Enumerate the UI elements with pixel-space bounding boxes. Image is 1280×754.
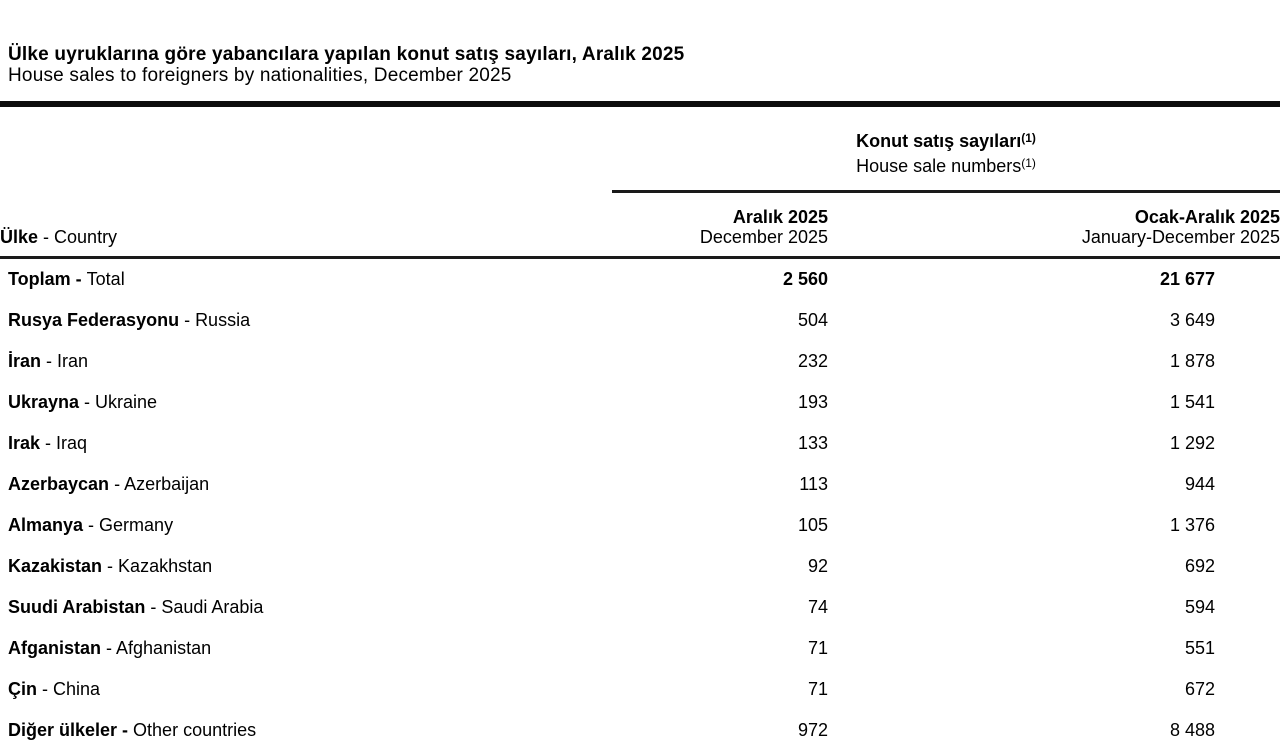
group-header-text-en: House sale numbers <box>856 156 1022 176</box>
value-jan-dec-2025: 8 488 <box>1169 720 1216 740</box>
value-dec-2025: 71 <box>807 638 828 658</box>
country-name-en: Total <box>86 269 125 289</box>
country-name-tr: Çin <box>8 679 37 699</box>
row-header-tr: Ülke <box>0 227 39 247</box>
country-cell <box>0 464 612 505</box>
country-name-en: China <box>53 679 101 699</box>
value-jan-dec-2025: 3 649 <box>1169 310 1216 330</box>
value-jan-dec-2025: 1 878 <box>1169 351 1216 371</box>
group-header-title-tr <box>612 127 1280 152</box>
country-separator: - <box>117 720 134 740</box>
country-cell <box>0 300 612 341</box>
country-name-tr: Diğer ülkeler <box>8 720 118 740</box>
table-row <box>0 505 1280 546</box>
value-jan-dec-2025: 21 677 <box>1159 269 1216 289</box>
table-row <box>0 300 1280 341</box>
col-header-jandec-en: January-December 2025 <box>1081 227 1280 247</box>
value-dec-2025: 133 <box>797 433 828 453</box>
table-row <box>0 341 1280 382</box>
country-cell <box>0 669 612 710</box>
report-header <box>0 0 1280 107</box>
value-dec-2025: 972 <box>797 720 828 740</box>
country-name-en: Other countries <box>133 720 257 740</box>
house-sales-table <box>0 107 1280 751</box>
country-name-en: Germany <box>99 515 174 535</box>
country-name-tr: Suudi Arabistan <box>8 597 146 617</box>
country-name-en: Azerbaijan <box>124 474 210 494</box>
value-jan-dec-2025: 692 <box>1184 556 1216 576</box>
value-dec-2025: 504 <box>797 310 828 330</box>
table-row <box>0 423 1280 464</box>
country-name-tr: Ukrayna <box>8 392 80 412</box>
country-name-tr: Kazakistan <box>8 556 103 576</box>
group-header-cell <box>612 107 1280 192</box>
row-header-separator: - <box>38 227 55 247</box>
value-dec-2025: 92 <box>807 556 828 576</box>
group-header-spacer <box>0 107 612 192</box>
column-header-row <box>0 192 1280 258</box>
country-cell <box>0 423 612 464</box>
country-separator: - <box>41 351 58 371</box>
country-separator: - <box>70 269 87 289</box>
country-name-tr: İran <box>8 351 42 371</box>
footnote-marker: (1) <box>1021 156 1036 170</box>
value-dec-2025: 2 560 <box>782 269 828 289</box>
col-header-dec-en: December 2025 <box>699 227 828 247</box>
country-name-en: Russia <box>195 310 251 330</box>
country-cell <box>0 382 612 423</box>
table-row <box>0 464 1280 505</box>
country-separator: - <box>102 556 119 576</box>
value-jan-dec-2025: 672 <box>1184 679 1216 699</box>
table-body <box>0 258 1280 752</box>
country-separator: - <box>79 392 96 412</box>
country-name-tr: Irak <box>8 433 41 453</box>
country-name-tr: Azerbaycan <box>8 474 110 494</box>
group-header-title-en <box>612 152 1280 177</box>
report-title-tr: Ülke uyruklarına göre yabancılara yapılan konut satış sayıları, Aralık 2025 <box>8 44 685 65</box>
country-cell <box>0 628 612 669</box>
country-separator: - <box>101 638 117 658</box>
table-row <box>0 546 1280 587</box>
value-dec-2025: 232 <box>797 351 828 371</box>
country-name-en: Iraq <box>56 433 88 453</box>
country-cell <box>0 710 612 751</box>
value-jan-dec-2025: 551 <box>1184 638 1216 658</box>
value-jan-dec-2025: 944 <box>1184 474 1216 494</box>
country-name-en: Iran <box>57 351 89 371</box>
country-cell <box>0 587 612 628</box>
col-header-jan-dec-2025 <box>828 192 1280 258</box>
country-name-en: Ukraine <box>95 392 158 412</box>
value-dec-2025: 71 <box>807 679 828 699</box>
country-name-en: Saudi Arabia <box>161 597 264 617</box>
country-name-en: Afghanistan <box>116 638 212 658</box>
col-header-dec-tr: Aralık 2025 <box>732 207 828 227</box>
country-cell <box>0 258 612 301</box>
table-row <box>0 587 1280 628</box>
col-header-jandec-tr: Ocak-Aralık 2025 <box>1134 207 1280 227</box>
report-title-en: House sales to foreigners by nationalities, December 2025 <box>8 65 512 86</box>
group-header-row <box>0 107 1280 192</box>
col-header-dec-2025 <box>612 192 828 258</box>
value-dec-2025: 113 <box>799 474 828 494</box>
table-row <box>0 258 1280 301</box>
country-separator: - <box>179 310 196 330</box>
group-header-text-tr: Konut satış sayıları <box>856 131 1022 151</box>
country-name-tr: Rusya Federasyonu <box>8 310 180 330</box>
value-dec-2025: 105 <box>797 515 828 535</box>
country-cell <box>0 546 612 587</box>
country-cell <box>0 505 612 546</box>
country-cell <box>0 341 612 382</box>
value-jan-dec-2025: 1 376 <box>1169 515 1216 535</box>
country-name-tr: Toplam <box>8 269 71 289</box>
country-separator: - <box>83 515 100 535</box>
value-jan-dec-2025: 1 292 <box>1169 433 1216 453</box>
country-name-tr: Afganistan <box>8 638 102 658</box>
country-name-en: Kazakhstan <box>118 556 213 576</box>
table-row <box>0 710 1280 751</box>
value-dec-2025: 193 <box>797 392 828 412</box>
country-separator: - <box>37 679 53 699</box>
row-header-en: Country <box>54 227 118 247</box>
country-name-tr: Almanya <box>8 515 84 535</box>
table-row <box>0 628 1280 669</box>
value-dec-2025: 74 <box>807 597 828 617</box>
country-separator: - <box>109 474 125 494</box>
value-jan-dec-2025: 594 <box>1184 597 1216 617</box>
country-separator: - <box>40 433 57 453</box>
table-row <box>0 382 1280 423</box>
country-separator: - <box>145 597 162 617</box>
footnote-marker: (1) <box>1021 131 1036 145</box>
value-jan-dec-2025: 1 541 <box>1169 392 1216 412</box>
row-header-cell <box>0 192 612 258</box>
table-row <box>0 669 1280 710</box>
